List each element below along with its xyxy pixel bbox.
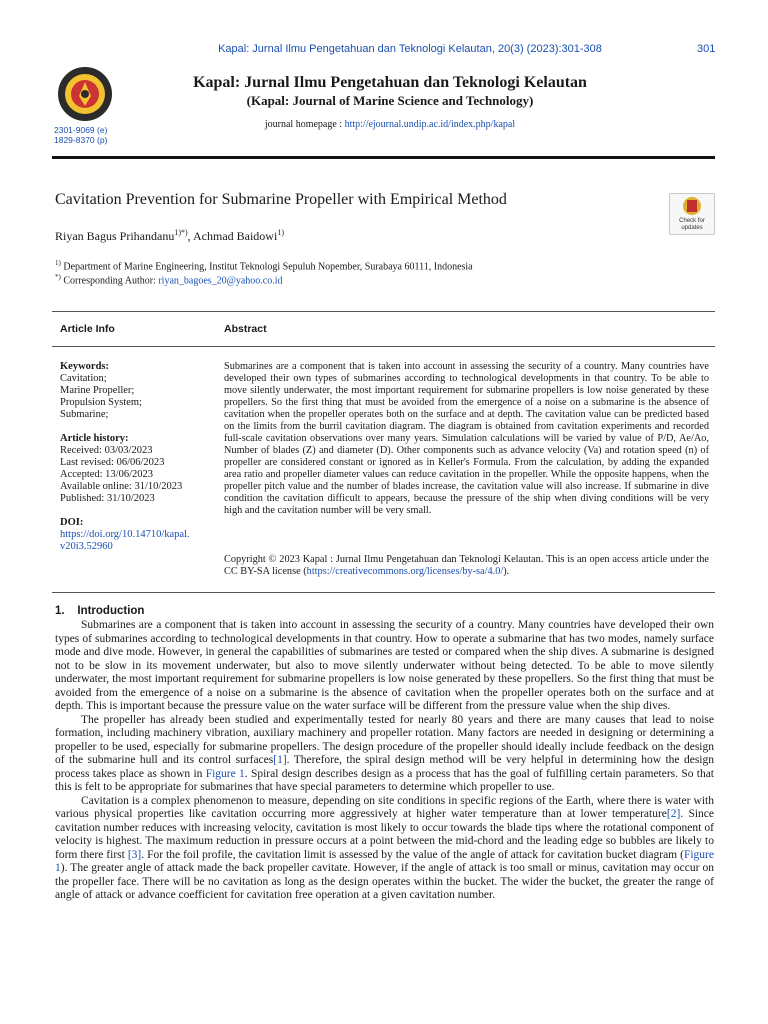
history-heading: Article history: [60, 433, 129, 444]
journal-subtitle: (Kapal: Journal of Marine Science and Technology) [246, 93, 534, 108]
header-rule [52, 156, 715, 159]
author-sup: 1) [277, 228, 284, 237]
article-info-heading: Article Info [60, 323, 115, 335]
article-info-panel [60, 361, 220, 553]
copyright-notice: Copyright © 2023 Kapal : Jurnal Ilmu Pengetahuan dan Teknologi Kelautan. This is an open access article under the CC BY-SA license (https://creativecommons.org/licenses/by-sa/4.0/). [224, 554, 709, 577]
doi-heading: DOI: [60, 517, 84, 528]
author-list [55, 228, 284, 244]
paragraph: The propeller has already been studied and experimentally tested for nearly 80 years and there are many causes that lead to noise formation, including machinery vibration, auxiliary machinery and propeller rotation. Many factors are needed in designing or determining a propeller to be used, especially for submarine propellers. The design procedure of the propeller should ideally include feedback on the design of the submarine hull and its control surfaces[1]. Therefore, the spiral design method will be very helpful in determining how the design process takes place as shown in Figure 1. Spiral design describes design as a process that has the goal of fulfilling certain parameters. So that this is felt to be appropriate for submarines that have special parameters to determine which propeller to use. [55, 713, 715, 793]
author-sup: 1)*) [174, 228, 188, 237]
history-date: Received: 03/03/2023 [60, 445, 153, 456]
history-date: Accepted: 13/06/2023 [60, 469, 154, 480]
university-seal-logo [57, 66, 113, 122]
introduction-body [55, 619, 714, 903]
corresponding-email-link[interactable]: riyan_bagoes_20@yahoo.co.id [158, 275, 283, 287]
section-heading-introduction: 1. Introduction [55, 605, 145, 617]
figure-link[interactable]: Figure 1 [55, 848, 714, 874]
affiliations [55, 258, 473, 287]
history-date: Published: 31/10/2023 [60, 493, 155, 504]
crossmark-icon [683, 197, 701, 215]
history-date: Available online: 31/10/2023 [60, 481, 183, 492]
page-number: 301 [697, 43, 716, 55]
figure-link[interactable]: Figure 1 [205, 767, 245, 780]
citation-link[interactable]: [1] [273, 754, 287, 766]
license-link[interactable]: https://creativecommons.org/licenses/by-sa/4.0/ [306, 566, 504, 577]
paper-title: Cavitation Prevention for Submarine Propeller with Empirical Method [55, 191, 507, 208]
crossmark-label: Check for updates [679, 218, 705, 231]
keyword: Propulsion System; [60, 397, 142, 408]
keyword: Cavitation; [60, 373, 107, 384]
issn-print: 1829-8370 (p) [54, 135, 108, 145]
keywords-heading: Keywords: [60, 361, 109, 372]
abstract-text: Submarines are a component that is taken into account in assessing the security of a country. Many countries have developed their own types of submarines according to technological developments in that country. To be able to move silently underwater, the most important requirement for submarine propellers is low noise generated by these propellers. So the first thing that must be avoided from the emergence of a noise on a submarine is the absence of cavitation when the propeller operates both on the surface and at depth. The cavitation value can be predicted based on the limits from the burril cavitation diagram. The diagram is obtained from cavitation experiments and recorded full-scale cavitation observations over many years. Simulation calculations will be varied by value of P/D, Ae/Ao, Number of blades (Z) and diameter (D). Other components such as advance velocity (Va) and rotation speed (n) of propeller are considered constant or ignored as in Keller's Formula. From the calculation, by adding the expanded area ratio and propeller diameter values can reduce cavitation in the propeller. While the opposite happens, when the propeller pitch value and the number of blades increase, the cavitation value will also increase. If submarine in dive condition the cavitation difficult to appears, because the pressure of the ship when diving conditions will be very high and the cavitation number will be very small. [224, 361, 709, 516]
issn-electronic: 2301-9069 (e) [54, 125, 108, 135]
info-top-rule [52, 311, 715, 312]
history-date: Last revised: 06/06/2023 [60, 457, 165, 468]
issn-block [54, 125, 107, 145]
keyword: Marine Propeller; [60, 385, 135, 396]
info-bottom-rule [52, 592, 715, 593]
author-name: Riyan Bagus Prihandanu [55, 229, 175, 243]
doi-link[interactable]: https://doi.org/10.14710/kapal. v20i3.52960 [60, 529, 190, 552]
author-name: , Achmad Baidowi [187, 229, 278, 243]
citation-link[interactable]: [2] [666, 808, 681, 820]
paragraph: Cavitation is a complex phenomenon to measure, depending on site conditions in specific regions of the Earth, where there is water with various physical properties like cavitation occurring more aggressively at higher water temperature than at lower temperature[2]. Since cavitation number reduces with increasing velocity, cavitation is most likely to occur towards the blade tips where the rotational component of velocity is highest. The maximum reduction in pressure occurs at a point between the mid-chord and the leading edge so bubbles are likely to form there first [3]. For the foil profile, the cavitation limit is assessed by the value of the angle of attack for cavitation bucket diagram (Figure 1). The greater angle of attack made the back propeller cavitate. However, if the angle of attack is too small or minus, cavitation may occur on the propeller face. There will be no cavitation as long as the design operates within the bucket. The wider the bucket, the greater the range of angle of attack or advance coefficient for cavitation free operation at a given cavitation number. [55, 794, 714, 901]
journal-title: Kapal: Jurnal Ilmu Pengetahuan dan Teknologi Kelautan [193, 74, 587, 91]
homepage-link[interactable]: http://ejournal.undip.ac.id/index.php/kapal [344, 119, 516, 130]
check-for-updates-badge[interactable] [669, 193, 715, 235]
info-header-rule [52, 346, 715, 347]
affiliation-line: $^{1)}$ Department of Marine Engineering, Institut Teknologi Sepuluh Nopember, Surabaya 60111, Indonesia [55, 259, 473, 273]
paragraph: Submarines are a component that is taken into account in assessing the security of a country. Many countries have developed their own types of submarines according to technological developments in that country. How to operate a submarine that has two modes, namely surface mode and dive mode. However, in general the capabilities of submarines are tested or compared when the ship dives. A submarine is designed not to be slow in its movement underwater, but also to move silently underwater without being detected. To be able to move silently underwater, the most important requirement for submarine propellers is low noise generated by these propellers. So the first thing that must be avoided from the emergence of a noise on a submarine is the absence of cavitation when the propeller operates both on the surface and at depth. This is important because the pressure value on the water surface will be different from the pressure value when the ship dives. [55, 619, 714, 712]
keyword: Submarine; [60, 409, 109, 420]
running-head: Kapal: Jurnal Ilmu Pengetahuan dan Teknologi Kelautan, 20(3) (2023):301-308 [218, 43, 602, 55]
homepage-label: journal homepage : [264, 119, 345, 130]
journal-homepage [170, 119, 610, 130]
abstract-heading: Abstract [224, 323, 267, 335]
citation-link[interactable]: [3] [127, 848, 142, 861]
corresponding-author: *) Corresponding Author: riyan_bagoes_20@yahoo.co.id [55, 273, 283, 287]
